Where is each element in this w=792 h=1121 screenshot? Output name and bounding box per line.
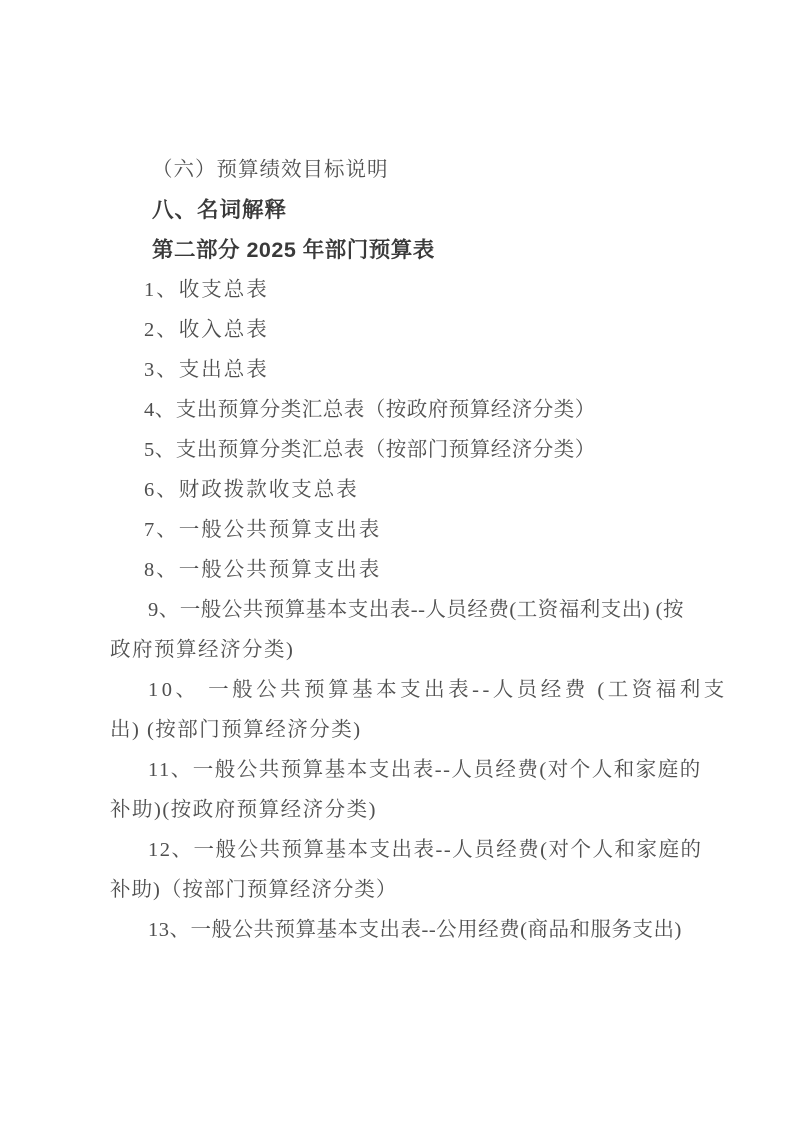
doc-text-line: 1、收支总表 xyxy=(144,279,269,301)
doc-text-line: 补助)(按政府预算经济分类) xyxy=(110,799,377,821)
doc-text-line: 2、收入总表 xyxy=(144,319,269,341)
doc-text-line: 6、财政拨款收支总表 xyxy=(144,479,359,501)
doc-text-line: （六）预算绩效目标说明 xyxy=(152,159,389,181)
doc-text-line: 9、一般公共预算基本支出表--人员经费(工资福利支出) (按 xyxy=(148,599,685,621)
doc-text-line: 4、支出预算分类汇总表（按政府预算经济分类） xyxy=(144,399,596,421)
doc-text-line: 13、一般公共预算基本支出表--公用经费(商品和服务支出) xyxy=(148,919,682,941)
doc-text-line: 12、一般公共预算基本支出表--人员经费(对个人和家庭的 xyxy=(148,839,703,861)
doc-heading-line: 第二部分 2025 年部门预算表 xyxy=(152,238,435,262)
doc-text-line: 7、一般公共预算支出表 xyxy=(144,519,382,541)
doc-text-line: 11、一般公共预算基本支出表--人员经费(对个人和家庭的 xyxy=(148,759,702,781)
document-body xyxy=(108,150,728,950)
doc-text-line: 3、支出总表 xyxy=(144,359,269,381)
doc-text-line: 10、 一般公共预算基本支出表--人员经费 (工资福利支 xyxy=(148,679,728,701)
doc-text-line: 5、支出预算分类汇总表（按部门预算经济分类） xyxy=(144,439,596,461)
doc-text-line: 8、一般公共预算支出表 xyxy=(144,559,382,581)
doc-heading-line: 八、名词解释 xyxy=(152,198,288,222)
doc-text-line: 补助)（按部门预算经济分类） xyxy=(110,879,398,901)
doc-text-line: 出) (按部门预算经济分类) xyxy=(110,719,362,741)
doc-text-line: 政府预算经济分类) xyxy=(110,639,295,661)
